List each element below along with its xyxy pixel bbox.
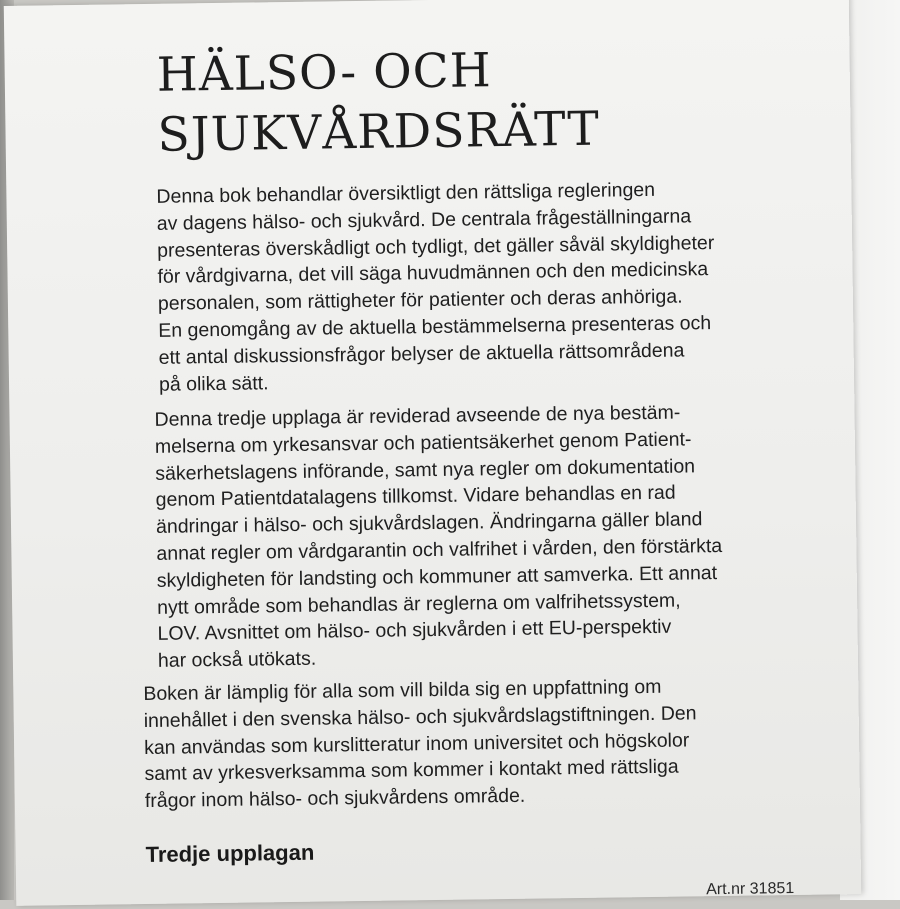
text-line: Boken är lämplig för alla som vill bilda sig en uppfattning om xyxy=(143,675,662,706)
text-line: samt av yrkesverksamma som kommer i kontakt med rättsliga xyxy=(144,755,679,786)
text-line: LOV. Avsnittet om hälso- och sjukvården i ett EU-perspektiv xyxy=(157,616,672,646)
text-line: nytt område som behandlas är reglerna om valfrihetssystem, xyxy=(157,589,681,619)
text-line: En genomgång av de aktuella bestämmelserna presenteras och xyxy=(158,312,712,342)
back-cover-page xyxy=(4,0,861,906)
text-line: presenteras överskådligt och tydligt, det gäller såväl skyldigheter xyxy=(157,231,715,262)
text-line: har också utökats. xyxy=(157,647,317,673)
text-line: frågor inom hälso- och sjukvårdens område. xyxy=(144,784,526,813)
edition-label: Tredje upplagan xyxy=(145,839,315,868)
text-line: ett antal diskussionsfrågor belyser de aktuella rättsområdena xyxy=(158,339,685,369)
text-line: Denna tredje upplaga är reviderad avseende de nya bestäm- xyxy=(154,401,681,431)
text-line: skyldigheten för landsting och kommuner att samverka. Ett annat xyxy=(156,561,718,592)
text-line: för vårdgivarna, det vill säga huvudmännen och den medicinska xyxy=(157,258,709,289)
article-number: Art.nr 31851 xyxy=(706,879,795,899)
title-line: HÄLSO- OCH xyxy=(156,43,492,103)
description-paragraph-1 xyxy=(156,176,716,398)
text-line: genom Patientdatalagens tillkomst. Vidare behandlas en rad xyxy=(155,482,676,512)
text-line: annat regler om vårdgarantin och valfrihet i vården, den förstärkta xyxy=(156,534,723,565)
text-line: innehållet i den svenska hälso- och sjukvårdslagstiftningen. Den xyxy=(143,702,697,732)
text-line: melserna om yrkesansvar och patientsäkerhet genom Patient- xyxy=(154,428,692,458)
text-line: kan användas som kurslitteratur inom universitet och högskolor xyxy=(143,729,690,759)
text-line: av dagens hälso- och sjukvård. De centrala frågeställningarna xyxy=(156,205,692,235)
book-title xyxy=(156,40,600,166)
text-line: på olika sätt. xyxy=(158,371,269,396)
text-line: personalen, som rättigheter för patienter och deras anhöriga. xyxy=(157,285,683,316)
description-paragraph-2 xyxy=(154,399,723,675)
description-paragraph-3 xyxy=(143,673,698,815)
text-line: Denna bok behandlar översiktligt den rättsliga regleringen xyxy=(156,178,656,208)
text-line: ändringar i hälso- och sjukvårdslagen. Ändringarna gäller bland xyxy=(155,508,703,539)
title-line: SJUKVÅRDSRÄTT xyxy=(157,101,601,163)
text-line: säkerhetslagens införande, samt nya regler om dokumentation xyxy=(155,454,696,485)
